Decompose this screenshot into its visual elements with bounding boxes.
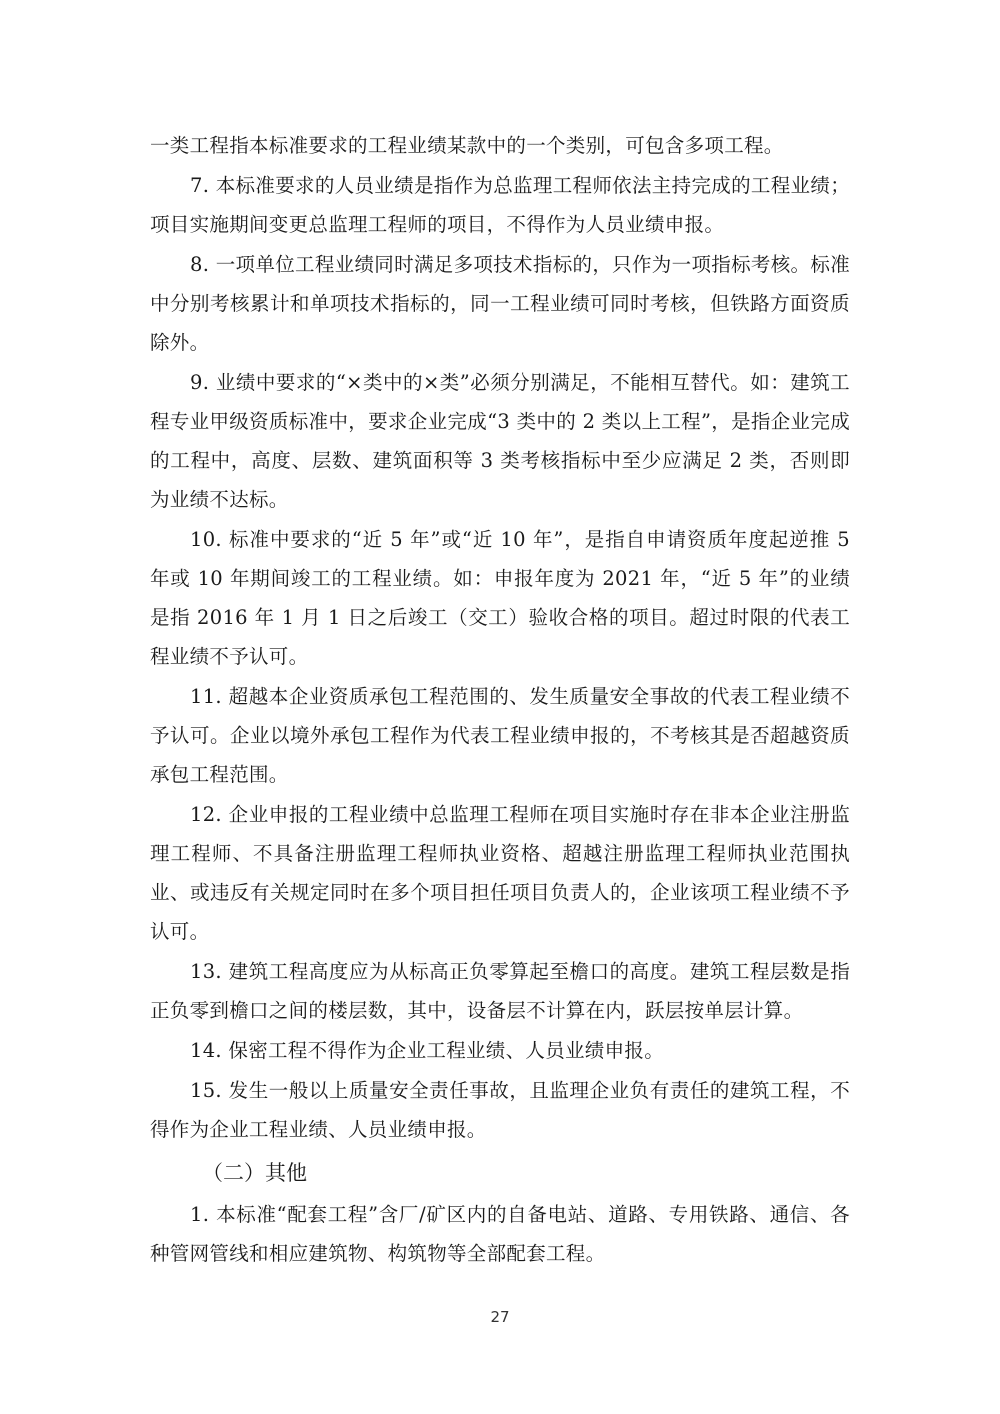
page-number: 27: [490, 1308, 510, 1326]
paragraph: 8. 一项单位工程业绩同时满足多项技术指标的，只作为一项指标考核。标准中分别考核累计和单项技术指标的，同一工程业绩可同时考核，但铁路方面资质除外。: [150, 253, 850, 354]
paragraph: 12. 企业申报的工程业绩中总监理工程师在项目实施时存在非本企业注册监理工程师、不具备注册监理工程师执业资格、超越注册监理工程师执业范围执业、或违反有关规定同时在多个项目担任项目负责人的，企业该项工程业绩不予认可。: [150, 803, 850, 943]
paragraph-group-before: [150, 126, 850, 1149]
paragraph: 10. 标准中要求的“近 5 年”或“近 10 年”，是指自申请资质年度起逆推 5 年或 10 年期间竣工的工程业绩。如：申报年度为 2021 年，“近 5 年”的业绩是指 2016 年 1 月 1 日之后竣工（交工）验收合格的项目。超过时限的代表工程业绩不予认可。: [150, 528, 850, 668]
page-content: [150, 126, 850, 1274]
paragraph: 1. 本标准“配套工程”含厂/矿区内的自备电站、道路、专用铁路、通信、各种管网管线和相应建筑物、构筑物等全部配套工程。: [150, 1203, 850, 1265]
section-heading: （二）其他: [202, 1161, 307, 1185]
paragraph: 7. 本标准要求的人员业绩是指作为总监理工程师依法主持完成的工程业绩；项目实施期间变更总监理工程师的项目，不得作为人员业绩申报。: [150, 174, 850, 236]
paragraph-group-after: [150, 1195, 850, 1273]
paragraph: 9. 业绩中要求的“×类中的×类”必须分别满足，不能相互替代。如：建筑工程专业甲级资质标准中，要求企业完成“3 类中的 2 类以上工程”，是指企业完成的工程中，高度、层数、建筑面积等 3 类考核指标中至少应满足 2 类，否则即为业绩不达标。: [150, 371, 850, 511]
paragraph: 15. 发生一般以上质量安全责任事故，且监理企业负有责任的建筑工程，不得作为企业工程业绩、人员业绩申报。: [150, 1079, 850, 1141]
paragraph: 14. 保密工程不得作为企业工程业绩、人员业绩申报。: [190, 1039, 665, 1062]
paragraph: 一类工程指本标准要求的工程业绩某款中的一个类别，可包含多项工程。: [150, 134, 784, 157]
paragraph: 11. 超越本企业资质承包工程范围的、发生质量安全事故的代表工程业绩不予认可。企业以境外承包工程作为代表工程业绩申报的，不考核其是否超越资质承包工程范围。: [150, 685, 850, 786]
paragraph: 13. 建筑工程高度应为从标高正负零算起至檐口的高度。建筑工程层数是指正负零到檐口之间的楼层数，其中，设备层不计算在内，跃层按单层计算。: [150, 960, 850, 1022]
